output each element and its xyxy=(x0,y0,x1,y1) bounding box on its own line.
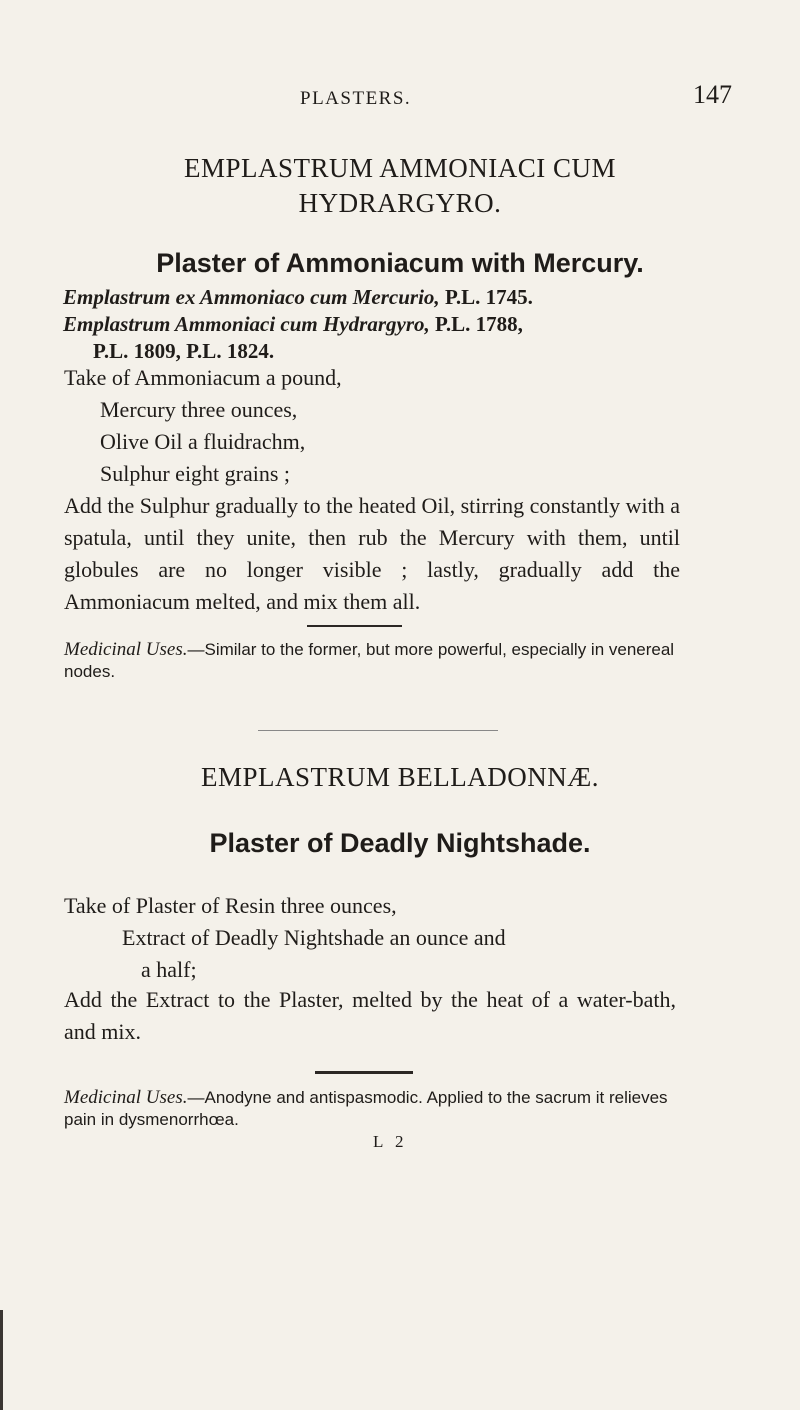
medicinal-uses xyxy=(64,1087,684,1131)
ingredients-list xyxy=(64,362,342,490)
section-divider xyxy=(258,730,498,731)
ingredient-line: Extract of Deadly Nightshade an ounce and xyxy=(122,925,506,950)
section-subtitle-belladonnae: Plaster of Deadly Nightshade. xyxy=(209,828,591,858)
title-line-2: HYDRARGYRO. xyxy=(298,188,502,218)
ingredient-line: Take of Ammoniacum a pound, xyxy=(64,365,342,390)
synonyms-block xyxy=(63,284,723,365)
section-subtitle-ammoniaci: Plaster of Ammoniacum with Mercury. xyxy=(156,248,644,278)
short-divider xyxy=(315,1071,413,1074)
ingredient-line: Olive Oil a fluidrachm, xyxy=(100,429,306,454)
title-line-1: EMPLASTRUM AMMONIACI CUM xyxy=(183,153,617,183)
medicinal-uses xyxy=(64,639,684,683)
ingredient-line: Sulphur eight grains ; xyxy=(100,461,291,486)
page-edge xyxy=(0,1310,3,1410)
signature-mark: L 2 xyxy=(373,1132,408,1151)
uses-label: Medicinal Uses. xyxy=(64,1087,188,1108)
uses-text: —Similar to the former, but more powerful, especially in venereal nodes. xyxy=(64,640,675,681)
section-title-ammoniaci xyxy=(60,151,740,221)
synonym-line xyxy=(63,284,723,311)
synonym-name: Emplastrum ex Ammoniaco cum Mercurio, xyxy=(63,285,440,309)
synonym-line xyxy=(63,338,723,365)
directions-paragraph: Add the Extract to the Plaster, melted by the heat of a water-bath, and mix. xyxy=(64,987,676,1044)
page-number: 147 xyxy=(693,80,732,109)
ingredients-list xyxy=(64,890,506,986)
synonym-refs: P.L. 1745. xyxy=(439,285,533,309)
ingredient-line: Mercury three ounces, xyxy=(100,397,298,422)
synonym-refs: P.L. 1788, xyxy=(429,312,523,336)
section-title-belladonnae: EMPLASTRUM BELLADONNÆ. xyxy=(200,762,600,792)
ingredient-line: Take of Plaster of Resin three ounces, xyxy=(64,893,397,918)
directions-paragraph: Add the Sulphur gradually to the heated Oil, stirring constantly with a spatula, until they unite, then rub the Mercury with them, until globules are no longer visible ; lastly, gradually add the Ammoniacum melted, and mix them all. xyxy=(64,493,680,614)
synonym-line xyxy=(63,311,723,338)
synonym-name: Emplastrum Ammoniaci cum Hydrargyro, xyxy=(63,312,430,336)
running-head: PLASTERS. xyxy=(300,88,412,109)
short-divider xyxy=(307,625,402,627)
ingredient-line: a half; xyxy=(141,957,197,982)
uses-label: Medicinal Uses. xyxy=(64,639,188,660)
synonym-refs: P.L. 1809, P.L. 1824. xyxy=(93,339,275,363)
uses-text: —Anodyne and antispasmodic. Applied to the sacrum it relieves pain in dysmenorrhœa. xyxy=(64,1088,668,1129)
